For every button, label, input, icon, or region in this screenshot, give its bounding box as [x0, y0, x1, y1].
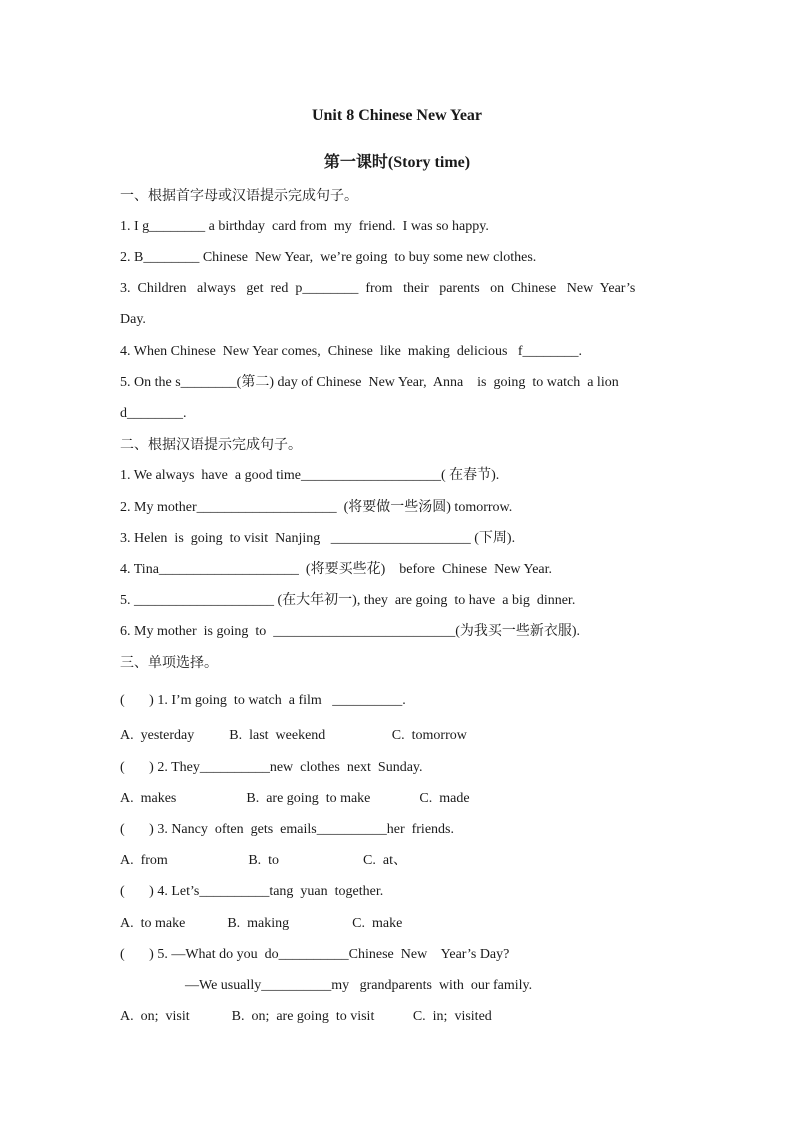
- section-1-item-5: 5. On the s________(第二) day of Chinese New Year, Anna is going to watch a lion: [120, 375, 619, 390]
- section-2-heading: 二、根据汉语提示完成句子。: [120, 437, 302, 453]
- section-2-item-1: 1. We always have a good time____________________( 在春节).: [120, 468, 500, 483]
- section-2-item-4: 4. Tina____________________ (将要买些花) before Chinese New Year.: [120, 562, 553, 577]
- page-subtitle: 第一课时(Story time): [323, 154, 471, 171]
- question-5: ( ) 5. —What do you do__________Chinese New Year’s Day?: [120, 947, 510, 962]
- page-title: Unit 8 Chinese New Year: [311, 107, 483, 124]
- question-5-options: A. on; visit B. on; are going to visit C. in; visited: [120, 1009, 492, 1024]
- question-2: ( ) 2. They__________new clothes next Sunday.: [120, 760, 423, 775]
- section-1-item-3: 3. Children always get red p________ from their parents on Chinese New Year’s: [120, 281, 636, 296]
- question-3: ( ) 3. Nancy often gets emails__________her friends.: [120, 822, 454, 837]
- section-2-item-5: 5. ____________________ (在大年初一), they are going to have a big dinner.: [120, 593, 576, 608]
- question-4-options: A. to make B. making C. make: [120, 916, 403, 931]
- section-2-item-6: 6. My mother is going to __________________________(为我买一些新衣服).: [120, 624, 581, 639]
- question-5-answer-line: —We usually__________my grandparents with our family.: [185, 978, 533, 993]
- section-3-heading: 三、单项选择。: [120, 655, 218, 671]
- question-1: ( ) 1. I’m going to watch a film __________.: [120, 693, 406, 708]
- section-2-item-3: 3. Helen is going to visit Nanjing ____________________ (下周).: [120, 531, 516, 546]
- section-1-item-2: 2. B________ Chinese New Year, we’re going to buy some new clothes.: [120, 250, 537, 265]
- question-4: ( ) 4. Let’s__________tang yuan together.: [120, 884, 384, 899]
- question-3-options: A. from B. to C. at、: [120, 853, 407, 868]
- section-1-item-3-cont: Day.: [120, 312, 146, 327]
- section-1-item-4: 4. When Chinese New Year comes, Chinese like making delicious f________.: [120, 344, 583, 359]
- section-1-heading: 一、根据首字母或汉语提示完成句子。: [120, 188, 358, 204]
- section-2-item-2: 2. My mother____________________ (将要做一些汤圆) tomorrow.: [120, 500, 513, 515]
- section-1-item-5-cont: d________.: [120, 406, 187, 421]
- question-2-options: A. makes B. are going to make C. made: [120, 791, 470, 806]
- section-1-item-1: 1. I g________ a birthday card from my friend. I was so happy.: [120, 219, 489, 234]
- question-1-options: A. yesterday B. last weekend C. tomorrow: [120, 728, 467, 743]
